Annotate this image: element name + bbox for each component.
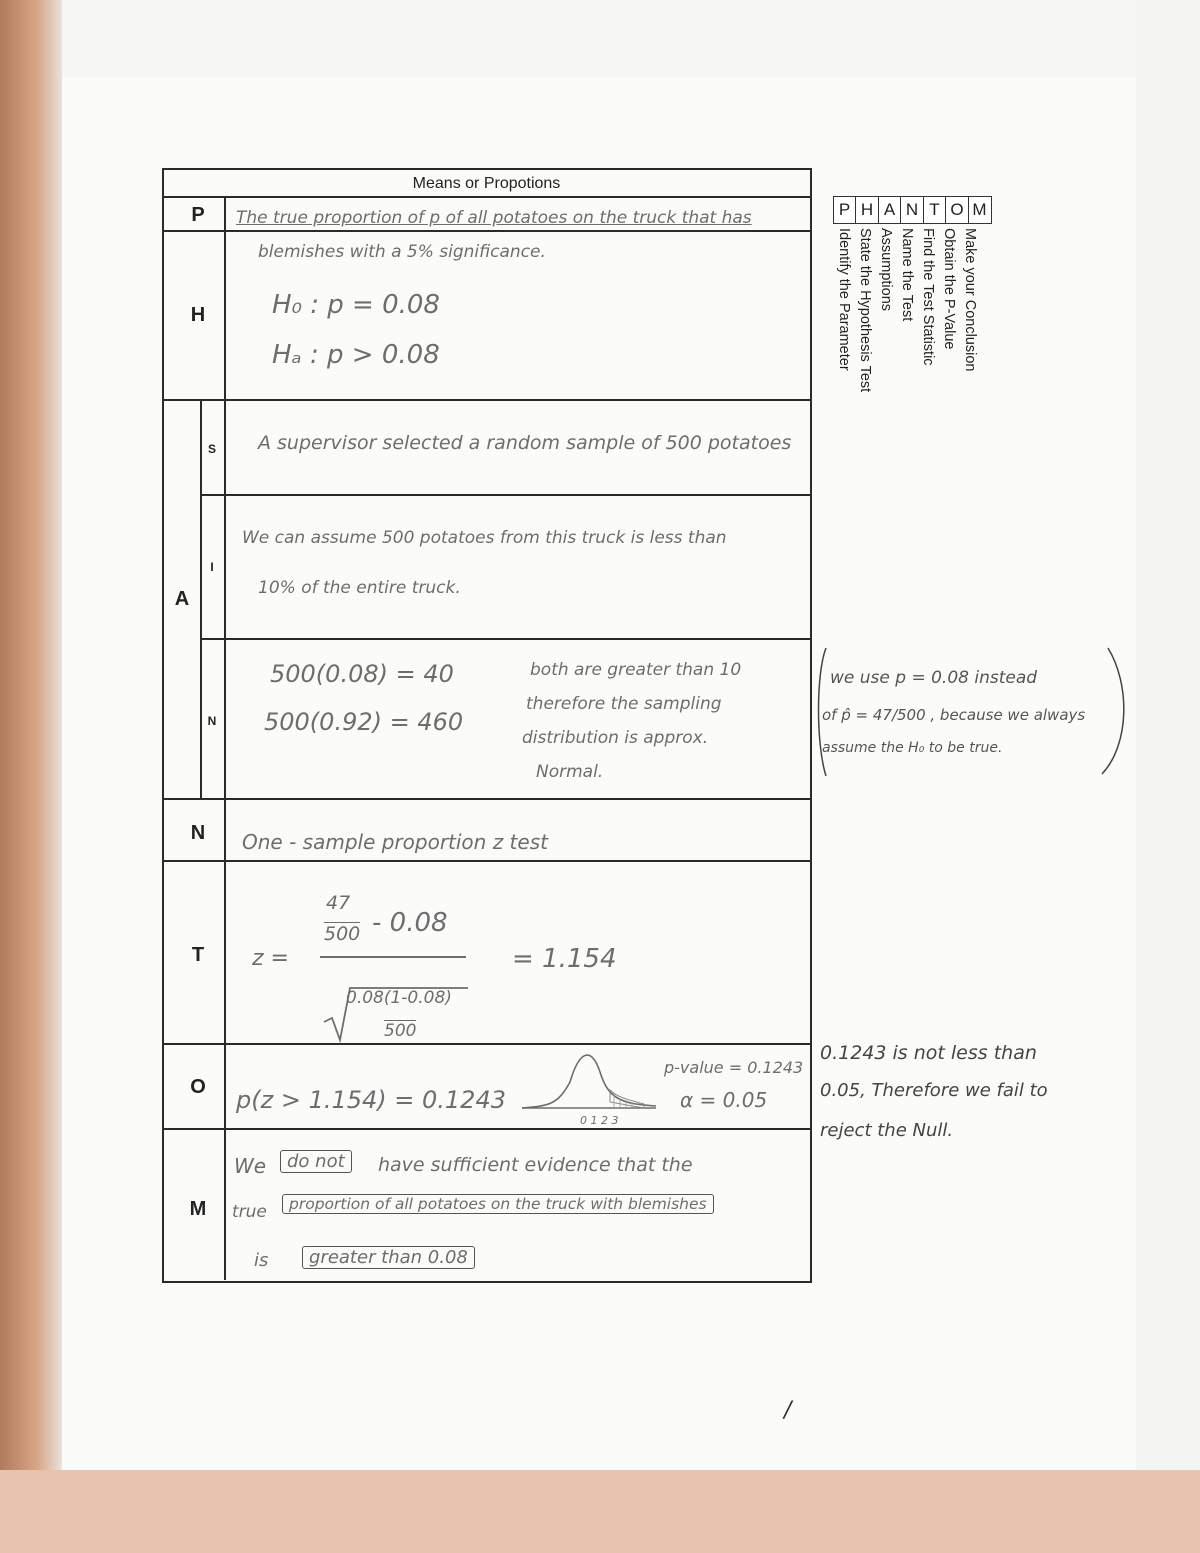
normal-note-2: therefore the sampling bbox=[526, 694, 722, 714]
conclusion-box-proportion: proportion of all potatoes on the truck with blemishes bbox=[282, 1194, 714, 1214]
margin-note-2-line-3: reject the Null. bbox=[820, 1120, 954, 1141]
conclusion-true: true bbox=[232, 1202, 267, 1222]
margin-note-1-line-1: we use p = 0.08 instead bbox=[830, 668, 1038, 688]
legend-label-assumptions: Assumptions bbox=[878, 228, 894, 312]
background-bottom-edge bbox=[0, 1470, 1200, 1553]
conclusion-box-greater: greater than 0.08 bbox=[302, 1246, 475, 1269]
background-top bbox=[0, 0, 1200, 78]
normal-note-4: Normal. bbox=[536, 762, 604, 782]
z-den-top: 0.08(1-0.08) bbox=[346, 988, 452, 1008]
margin-note-2-line-2: 0.05, Therefore we fail to bbox=[820, 1080, 1048, 1101]
normal-note-1: both are greater than 10 bbox=[530, 660, 742, 680]
legend-letter-p: P bbox=[833, 196, 857, 224]
normal-calc-1: 500(0.08) = 40 bbox=[270, 660, 454, 688]
margin-note-1-line-3: assume the H₀ to be true. bbox=[822, 740, 1003, 756]
background-right-edge bbox=[1136, 0, 1200, 1553]
parameter-text: The true proportion of p of all potatoes on the truck that has bbox=[236, 208, 752, 228]
legend-letter-n: N bbox=[900, 196, 924, 224]
legend-letter-m: M bbox=[968, 196, 992, 224]
z-result: = 1.154 bbox=[512, 944, 617, 974]
phantom-worksheet-table bbox=[162, 168, 812, 1283]
background-left-edge bbox=[0, 0, 62, 1553]
legend-label-conclusion: Make your Conclusion bbox=[962, 228, 978, 372]
z-den-bot: 500 bbox=[384, 1021, 417, 1041]
conclusion-we: We bbox=[234, 1154, 267, 1178]
parameter-text-cont: blemishes with a 5% significance. bbox=[258, 242, 546, 262]
legend-label-test-statistic: Find the Test Statistic bbox=[920, 228, 936, 366]
table-title: Means or Propotions bbox=[412, 175, 561, 192]
row-label-h: H bbox=[190, 304, 206, 326]
legend-label-parameter: Identify the Parameter bbox=[836, 228, 852, 371]
row-label-a: A bbox=[174, 588, 190, 610]
legend-label-name-test: Name the Test bbox=[899, 228, 915, 322]
pvalue-calc: p(z > 1.154) = 0.1243 bbox=[236, 1086, 506, 1114]
z-label: z = bbox=[252, 946, 289, 971]
stray-pen-mark: / bbox=[784, 1398, 792, 1423]
random-condition-text: A supervisor selected a random sample of 500 potatoes bbox=[258, 432, 792, 454]
phantom-letter-boxes bbox=[834, 196, 992, 224]
z-frac-bot: 500 bbox=[324, 923, 361, 945]
independence-text-1: We can assume 500 potatoes from this truck is less than bbox=[242, 528, 727, 548]
phantom-legend bbox=[834, 196, 992, 393]
conclusion-rest-1: have sufficient evidence that the bbox=[378, 1154, 693, 1176]
row-label-m: M bbox=[189, 1198, 207, 1220]
margin-note-2-line-1: 0.1243 is not less than bbox=[820, 1042, 1037, 1064]
legend-label-p-value: Obtain the P-Value bbox=[941, 228, 957, 350]
legend-letter-t: T bbox=[923, 196, 947, 224]
row-label-t: T bbox=[191, 944, 205, 966]
curve-axis-ticks: 0 1 2 3 bbox=[580, 1114, 619, 1127]
test-name: One - sample proportion z test bbox=[242, 830, 548, 854]
row-label-n: N bbox=[190, 822, 206, 844]
legend-letter-h: H bbox=[855, 196, 879, 224]
normal-note-3: distribution is approx. bbox=[522, 728, 709, 748]
conclusion-is: is bbox=[254, 1250, 269, 1271]
legend-letter-o: O bbox=[945, 196, 969, 224]
independence-text-2: 10% of the entire truck. bbox=[258, 578, 461, 598]
z-frac-top: 47 bbox=[326, 892, 351, 914]
row-label-o: O bbox=[190, 1076, 206, 1098]
legend-letter-a: A bbox=[878, 196, 902, 224]
alpha-label: α = 0.05 bbox=[680, 1088, 768, 1112]
conclusion-box-do-not: do not bbox=[280, 1150, 352, 1173]
legend-label-hypothesis: State the Hypothesis Test bbox=[857, 228, 873, 393]
z-fraction-bar bbox=[320, 956, 466, 958]
row-label-i: I bbox=[210, 560, 214, 574]
row-label-p: P bbox=[191, 204, 205, 226]
margin-note-1-line-2: of p̂ = 47/500 , because we always bbox=[822, 706, 1086, 724]
row-label-n-small: N bbox=[207, 714, 217, 728]
pvalue-label: p-value = 0.1243 bbox=[664, 1058, 804, 1077]
row-label-s: S bbox=[207, 442, 216, 456]
sqrt-symbol bbox=[322, 984, 472, 1044]
null-hypothesis: H₀ : p = 0.08 bbox=[272, 290, 440, 320]
alternative-hypothesis: Hₐ : p > 0.08 bbox=[272, 340, 440, 370]
z-numerator-rest: - 0.08 bbox=[372, 908, 448, 938]
normal-calc-2: 500(0.92) = 460 bbox=[264, 708, 464, 736]
